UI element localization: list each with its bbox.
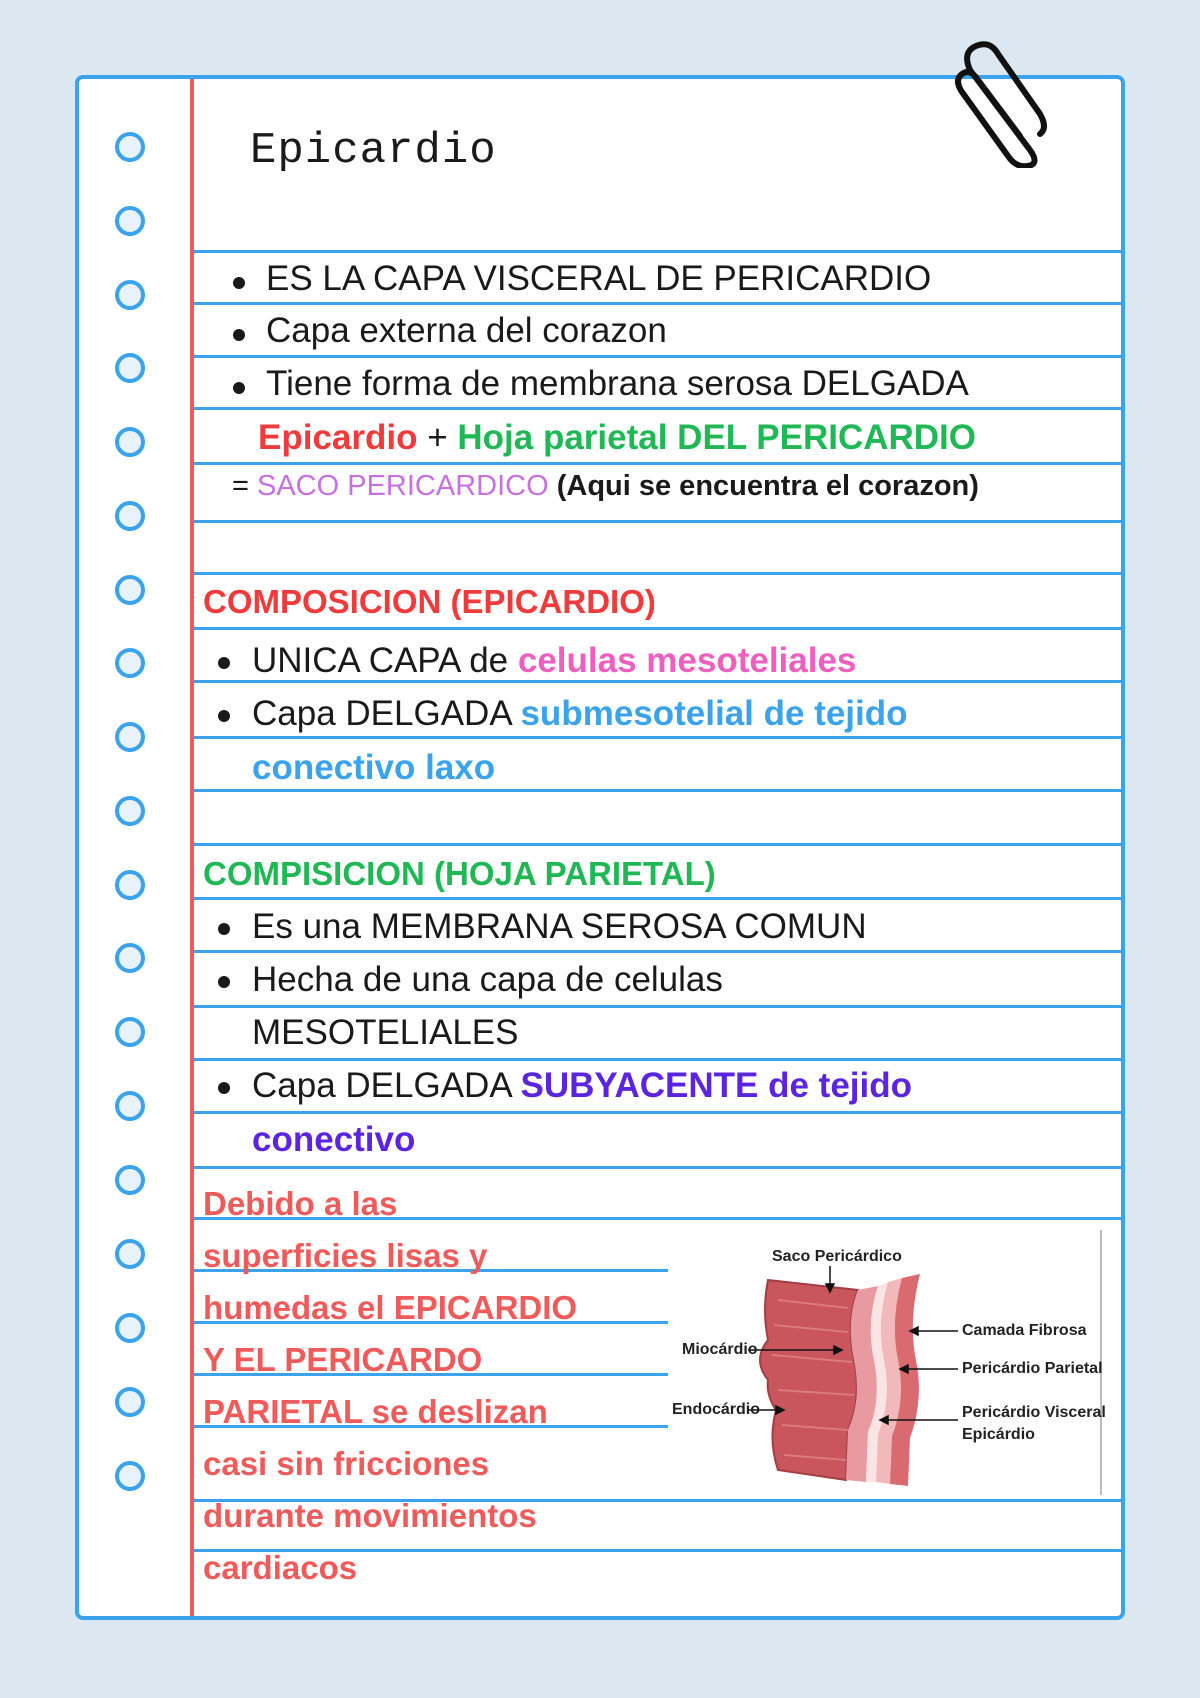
binder-ring [115, 353, 145, 383]
equation-result-line [232, 470, 979, 503]
bullet-icon [218, 710, 230, 722]
hoja-bullet-2-cont: MESOTELIALES [252, 1013, 519, 1052]
intro-bullet-1: ES LA CAPA VISCERAL DE PERICARDIO [266, 259, 932, 298]
bullet-icon [218, 657, 230, 669]
binder-ring [115, 280, 145, 310]
epicardio-b1-plain: UNICA CAPA de [252, 641, 518, 680]
label-saco-pericardico: Saco Pericárdico [772, 1248, 902, 1265]
binder-ring [115, 1387, 145, 1417]
page-title: Epicardio [250, 126, 497, 176]
equation-plus: + [417, 418, 458, 457]
intro-bullet-2: Capa externa del corazon [266, 311, 667, 350]
rule-line [194, 1111, 1121, 1114]
rule-line [194, 1166, 1121, 1169]
binder-ring [115, 1461, 145, 1491]
conclusion-line-1: Debido a las [203, 1185, 398, 1222]
hoja-bullet-3-cont: conectivo [252, 1120, 416, 1159]
bullet-icon [218, 923, 230, 935]
binder-ring [115, 870, 145, 900]
binder-ring [115, 132, 145, 162]
intro-bullet-3: Tiene forma de membrana serosa DELGADA [266, 364, 969, 403]
conclusion-line-3: humedas el EPICARDIO [203, 1289, 578, 1326]
label-epicardio: Epicárdio [962, 1426, 1035, 1443]
conclusion-line-2: superficies lisas y [203, 1237, 488, 1274]
rule-line [194, 355, 1121, 358]
binder-ring [115, 1091, 145, 1121]
equation-term-epicardio: Epicardio [258, 418, 418, 457]
binder-ring [115, 1239, 145, 1269]
bullet-icon [233, 382, 245, 394]
binder-ring [115, 796, 145, 826]
binder-ring [115, 943, 145, 973]
rule-line [194, 843, 1121, 846]
rule-line [194, 950, 1121, 953]
rule-line [194, 407, 1121, 410]
bullet-icon [233, 329, 245, 341]
conclusion-line-7: durante movimientos [203, 1497, 537, 1534]
binder-ring [115, 1165, 145, 1195]
rule-line [194, 897, 1121, 900]
hoja-bullet-3 [252, 1066, 912, 1106]
binder-ring [115, 501, 145, 531]
hoja-bullet-2: Hecha de una capa de celulas [252, 960, 723, 999]
conclusion-line-4: Y EL PERICARDO [203, 1341, 483, 1378]
equation-equals: = [232, 470, 257, 502]
binder-ring [115, 427, 145, 457]
binder-ring [115, 1313, 145, 1343]
hoja-bullet-1: Es una MEMBRANA SEROSA COMUN [252, 907, 867, 946]
rule-line [194, 1058, 1121, 1061]
margin-line [190, 79, 194, 1616]
binder-ring [115, 648, 145, 678]
hoja-b3-plain: Capa DELGADA [252, 1066, 521, 1105]
rule-line [194, 572, 1121, 575]
label-pericardio-visceral: Pericárdio Visceral [962, 1404, 1106, 1421]
rule-line [194, 520, 1121, 523]
equation-result: SACO PERICARDICO [257, 470, 549, 502]
epicardio-bullet-2-cont: conectivo laxo [252, 748, 496, 787]
epicardio-bullet-1 [252, 641, 856, 681]
rule-line [194, 789, 1121, 792]
equation-line [258, 418, 976, 458]
label-pericardio-parietal: Pericárdio Parietal [962, 1360, 1103, 1377]
label-camada-fibrosa: Camada Fibrosa [962, 1322, 1087, 1339]
binder-ring [115, 575, 145, 605]
bullet-icon [218, 976, 230, 988]
label-endocardio: Endocárdio [672, 1401, 761, 1418]
binder-ring [115, 206, 145, 236]
conclusion-line-5: PARIETAL se deslizan [203, 1393, 548, 1430]
equation-term-hoja: Hoja parietal DEL PERICARDIO [457, 418, 977, 457]
rule-line [194, 462, 1121, 465]
bullet-icon [233, 277, 245, 289]
equation-note: (Aqui se encuentra el corazon) [548, 470, 979, 502]
conclusion-line-6: casi sin fricciones [203, 1445, 490, 1482]
rule-line [194, 736, 1121, 739]
heading-composicion-epicardio: COMPOSICION (EPICARDIO) [203, 583, 656, 620]
epicardio-b1-color: celulas mesoteliales [517, 641, 857, 680]
epicardio-b2-plain: Capa DELGADA [252, 694, 521, 733]
epicardio-bullet-2 [252, 694, 908, 734]
bullet-icon [218, 1082, 230, 1094]
heart-wall-diagram [668, 1230, 1106, 1495]
epicardio-b2-color: submesotelial de tejido [520, 694, 908, 733]
binder-ring [115, 1017, 145, 1047]
rule-line [194, 627, 1121, 630]
rule-line [194, 250, 1121, 253]
heading-composicion-hoja: COMPISICION (HOJA PARIETAL) [203, 855, 716, 892]
rule-line [194, 302, 1121, 305]
hoja-b3-color: SUBYACENTE de tejido [520, 1066, 913, 1105]
label-miocardio: Miocárdio [682, 1341, 758, 1358]
conclusion-line-8: cardiacos [203, 1549, 358, 1586]
rule-line [194, 1005, 1121, 1008]
binder-ring [115, 722, 145, 752]
paperclip-icon [948, 38, 1058, 168]
